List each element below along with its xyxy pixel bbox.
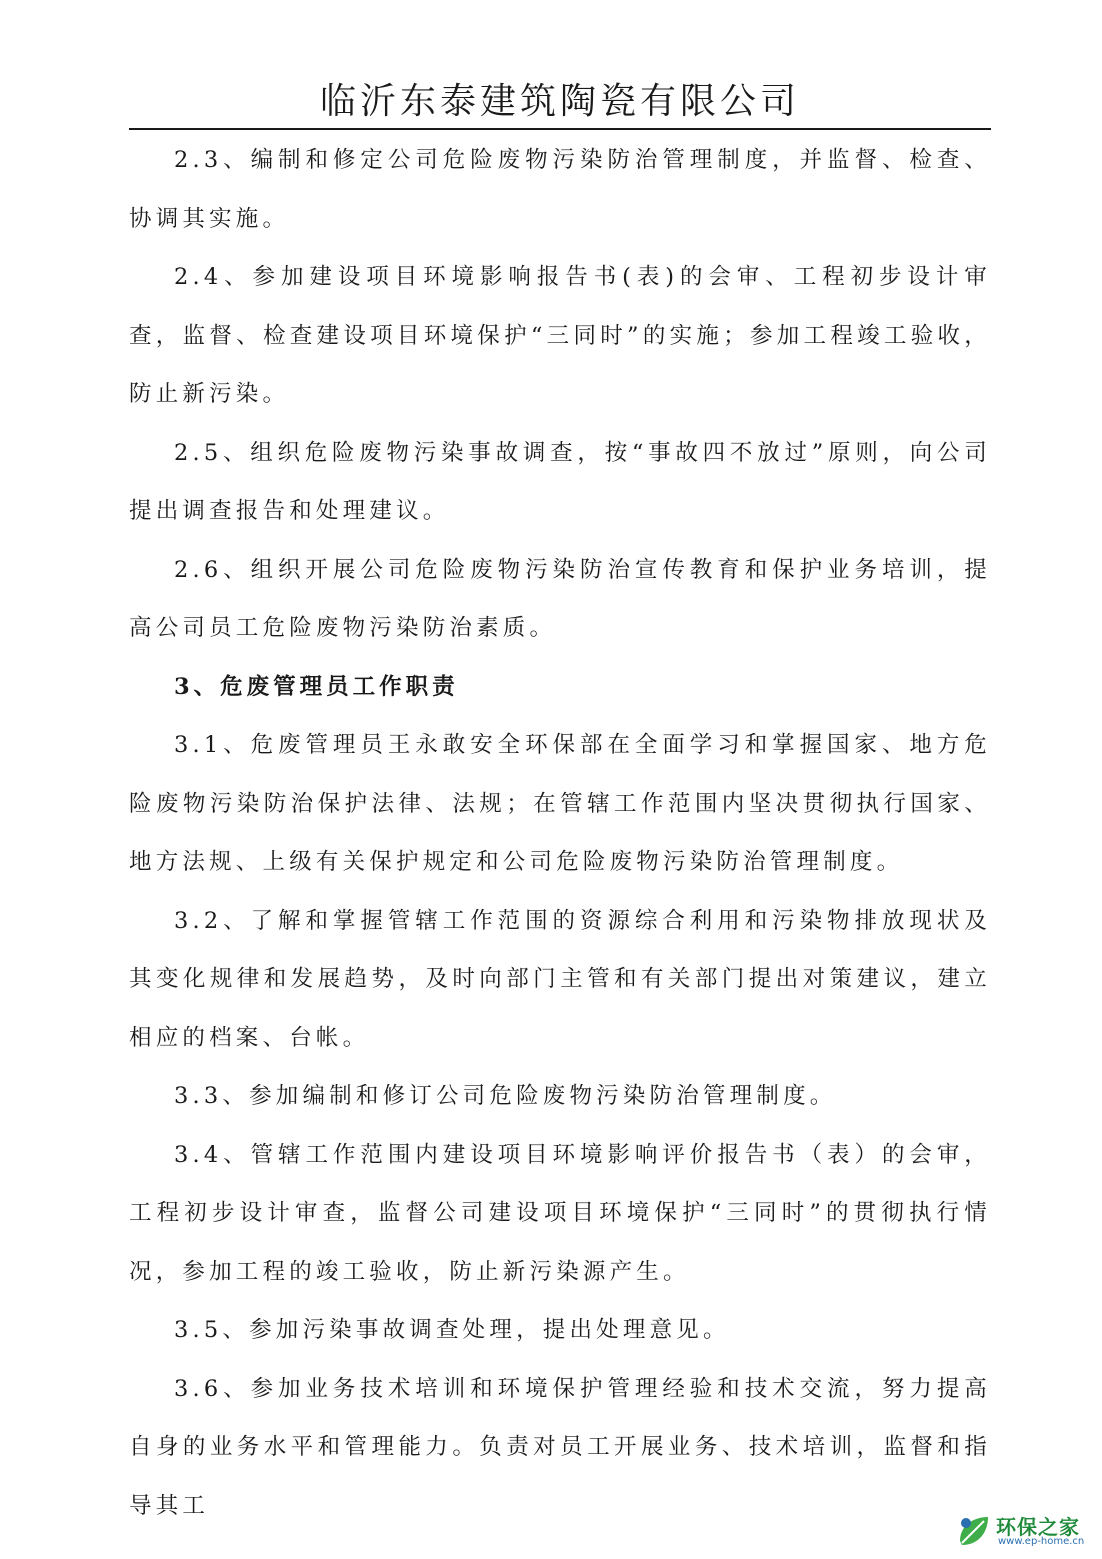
leaf-logo-icon (954, 1511, 994, 1551)
document-body (129, 131, 991, 1535)
paragraph-2-4: 2.4、参加建设项目环境影响报告书(表)的会审、工程初步设计审查，监督、检查建设项目环境保护“三同时”的实施；参加工程竣工验收，防止新污染。 (129, 264, 991, 407)
paragraph-3-6: 3.6、参加业务技术培训和环境保护管理经验和技术交流，努力提高自身的业务水平和管理能力。负责对员工开展业务、技术培训，监督和指导其工 (129, 1375, 991, 1519)
paragraph-2-3: 2.3、编制和修定公司危险废物污染防治管理制度，并监督、检查、协调其实施。 (129, 147, 991, 232)
watermark-name: 环保之家 (996, 1515, 1080, 1539)
paragraph-3-3: 3.3、参加编制和修订公司危险废物污染防治管理制度。 (174, 1083, 837, 1109)
paragraph-2-6: 2.6、组织开展公司危险废物污染防治宣传教育和保护业务培训，提高公司员工危险废物污染防治素质。 (129, 556, 991, 641)
company-title: 临沂东泰建筑陶瓷有限公司 (319, 81, 800, 122)
watermark-logo (954, 1509, 1094, 1553)
paragraph-3-2: 3.2、了解和掌握管辖工作范围的资源综合利用和污染物排放现状及其变化规律和发展趋势，及时向部门主管和有关部门提出对策建议，建立相应的档案、台帐。 (129, 907, 991, 1051)
watermark-url: www.ep-home.cn (998, 1536, 1085, 1547)
paragraph-3-1: 3.1、危废管理员王永敢安全环保部在全面学习和掌握国家、地方危险废物污染防治保护法律、法规；在管辖工作范围内坚决贯彻执行国家、地方法规、上级有关保护规定和公司危险废物污染防治管理制度。 (129, 732, 991, 875)
page-header (129, 78, 991, 126)
section-heading-3: 3、危废管理员工作职责 (174, 673, 459, 700)
paragraph-3-5: 3.5、参加污染事故调查处理，提出处理意见。 (174, 1317, 730, 1343)
header-rule (129, 128, 991, 130)
paragraph-3-4: 3.4、管辖工作范围内建设项目环境影响评价报告书（表）的会审，工程初步设计审查，监督公司建设项目环境保护“三同时”的贯彻执行情况，参加工程的竣工验收，防止新污染源产生。 (129, 1141, 991, 1285)
paragraph-2-5: 2.5、组织危险废物污染事故调查，按“事故四不放过”原则，向公司提出调查报告和处理建议。 (129, 439, 991, 524)
